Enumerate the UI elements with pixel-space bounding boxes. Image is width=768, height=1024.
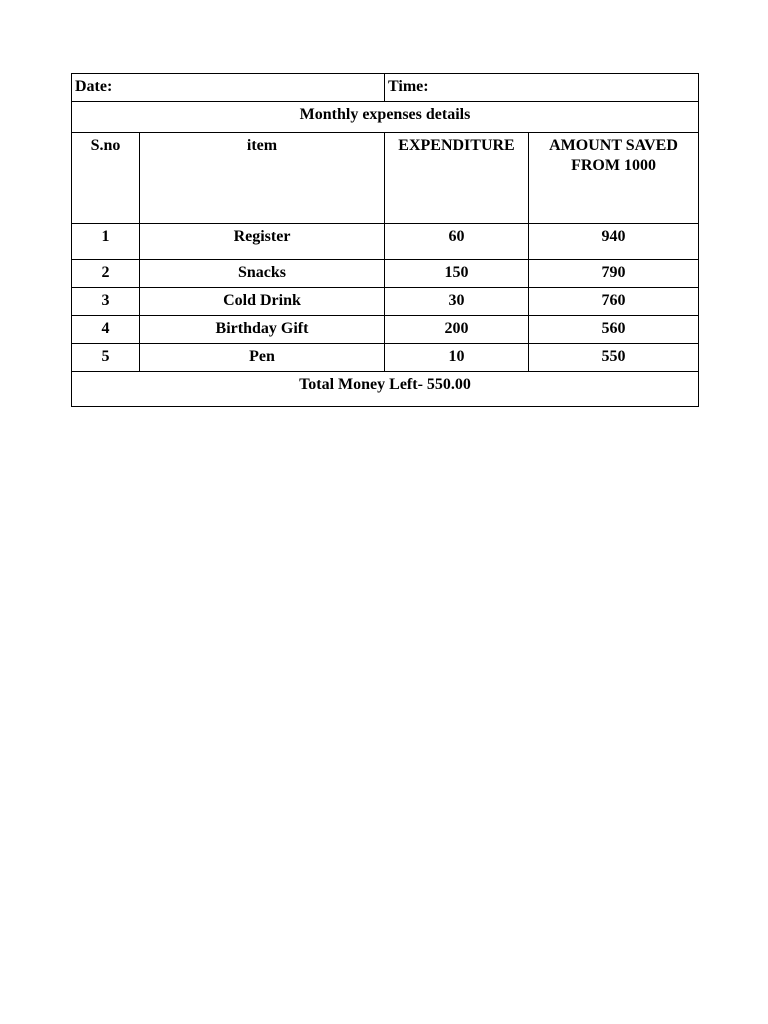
cell-expenditure: 200 (385, 316, 529, 344)
table-row (72, 224, 699, 260)
table-title: Monthly expenses details (72, 102, 699, 133)
cell-amount-saved: 760 (529, 288, 699, 316)
cell-expenditure: 30 (385, 288, 529, 316)
time-cell[interactable] (385, 74, 699, 102)
cell-item: Snacks (140, 260, 385, 288)
cell-item: Pen (140, 344, 385, 372)
time-label: Time: (388, 78, 429, 95)
column-header-sno: S.no (72, 133, 140, 224)
table-row (72, 288, 699, 316)
title-row (72, 102, 699, 133)
cell-sno: 3 (72, 288, 140, 316)
cell-expenditure: 10 (385, 344, 529, 372)
column-header-amount-saved-line1: AMOUNT SAVED (549, 137, 678, 154)
cell-sno: 5 (72, 344, 140, 372)
column-header-row (72, 133, 699, 224)
total-row (72, 372, 699, 407)
column-header-amount-saved-line2: FROM 1000 (571, 157, 656, 174)
column-header-expenditure: EXPENDITURE (385, 133, 529, 224)
cell-item: Birthday Gift (140, 316, 385, 344)
cell-amount-saved: 940 (529, 224, 699, 260)
table-row (72, 316, 699, 344)
cell-amount-saved: 790 (529, 260, 699, 288)
cell-expenditure: 60 (385, 224, 529, 260)
column-header-item: item (140, 133, 385, 224)
cell-sno: 4 (72, 316, 140, 344)
table-row (72, 344, 699, 372)
column-header-amount-saved (529, 133, 699, 224)
cell-amount-saved: 560 (529, 316, 699, 344)
cell-sno: 2 (72, 260, 140, 288)
cell-item: Register (140, 224, 385, 260)
cell-sno: 1 (72, 224, 140, 260)
date-label: Date: (75, 78, 113, 95)
cell-item: Cold Drink (140, 288, 385, 316)
table-row (72, 260, 699, 288)
header-row (72, 74, 699, 102)
expenses-table (71, 73, 699, 407)
cell-amount-saved: 550 (529, 344, 699, 372)
total-money-left: Total Money Left- 550.00 (72, 372, 699, 407)
cell-expenditure: 150 (385, 260, 529, 288)
date-cell[interactable] (72, 74, 385, 102)
